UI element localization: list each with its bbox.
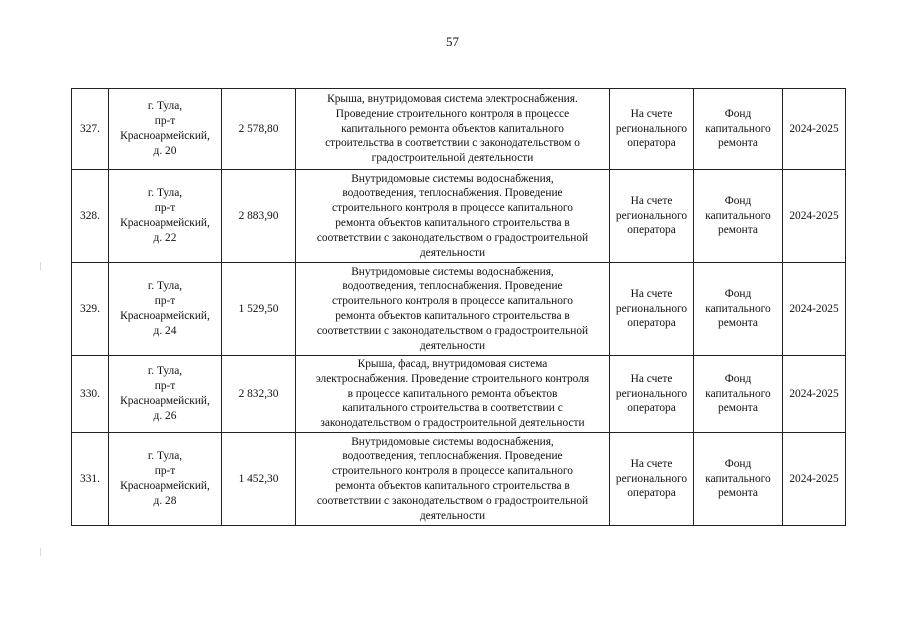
area-cell: 2 578,80 [222, 89, 296, 170]
area-cell: 2 832,30 [222, 356, 296, 433]
account-cell: На счете регионального оператора [610, 89, 694, 170]
table-row [72, 89, 846, 170]
period-cell: 2024-2025 [783, 89, 846, 170]
repair-program-table [71, 88, 846, 526]
table-row [72, 433, 846, 526]
area-cell: 1 529,50 [222, 263, 296, 356]
address-cell: г. Тула, пр-т Красноармейский, д. 24 [109, 263, 222, 356]
area-cell: 1 452,30 [222, 433, 296, 526]
table-row [72, 263, 846, 356]
works-cell: Крыша, внутридомовая система электроснабжения. Проведение строительного контроля в процессе капитального ремонта объектов капитального строительства в соответствии с законодательством о градостроительной деятельности [296, 89, 610, 170]
works-cell: Внутридомовые системы водоснабжения, водоотведения, теплоснабжения. Проведение строительного контроля в процессе капитального ремонта объектов капитального строительства в соответствии с законодательством о градостроительной деятельности [296, 433, 610, 526]
scan-edge-mark [40, 548, 41, 556]
row-number-cell: 330. [72, 356, 109, 433]
funding-source-cell: Фонд капитального ремонта [694, 356, 783, 433]
account-cell: На счете регионального оператора [610, 356, 694, 433]
period-cell: 2024-2025 [783, 170, 846, 263]
row-number-cell: 329. [72, 263, 109, 356]
area-cell: 2 883,90 [222, 170, 296, 263]
period-cell: 2024-2025 [783, 263, 846, 356]
address-cell: г. Тула, пр-т Красноармейский, д. 28 [109, 433, 222, 526]
works-cell: Крыша, фасад, внутридомовая система электроснабжения. Проведение строительного контроля в процессе капитального ремонта объектов капитального строительства в соответствии с законодательством о градостроительной деятельности [296, 356, 610, 433]
account-cell: На счете регионального оператора [610, 263, 694, 356]
address-cell: г. Тула, пр-т Красноармейский, д. 22 [109, 170, 222, 263]
row-number-cell: 328. [72, 170, 109, 263]
table-row [72, 170, 846, 263]
funding-source-cell: Фонд капитального ремонта [694, 263, 783, 356]
account-cell: На счете регионального оператора [610, 170, 694, 263]
funding-source-cell: Фонд капитального ремонта [694, 170, 783, 263]
works-cell: Внутридомовые системы водоснабжения, водоотведения, теплоснабжения. Проведение строительного контроля в процессе капитального ремонта объектов капитального строительства в соответствии с законодательством о градостроительной деятельности [296, 170, 610, 263]
table-row [72, 356, 846, 433]
funding-source-cell: Фонд капитального ремонта [694, 433, 783, 526]
funding-source-cell: Фонд капитального ремонта [694, 89, 783, 170]
period-cell: 2024-2025 [783, 356, 846, 433]
account-cell: На счете регионального оператора [610, 433, 694, 526]
works-cell: Внутридомовые системы водоснабжения, водоотведения, теплоснабжения. Проведение строительного контроля в процессе капитального ремонта объектов капитального строительства в соответствии с законодательством о градостроительной деятельности [296, 263, 610, 356]
address-cell: г. Тула, пр-т Красноармейский, д. 20 [109, 89, 222, 170]
period-cell: 2024-2025 [783, 433, 846, 526]
page-number: 57 [446, 34, 459, 49]
row-number-cell: 327. [72, 89, 109, 170]
address-cell: г. Тула, пр-т Красноармейский, д. 26 [109, 356, 222, 433]
row-number-cell: 331. [72, 433, 109, 526]
scan-edge-mark [40, 262, 41, 270]
